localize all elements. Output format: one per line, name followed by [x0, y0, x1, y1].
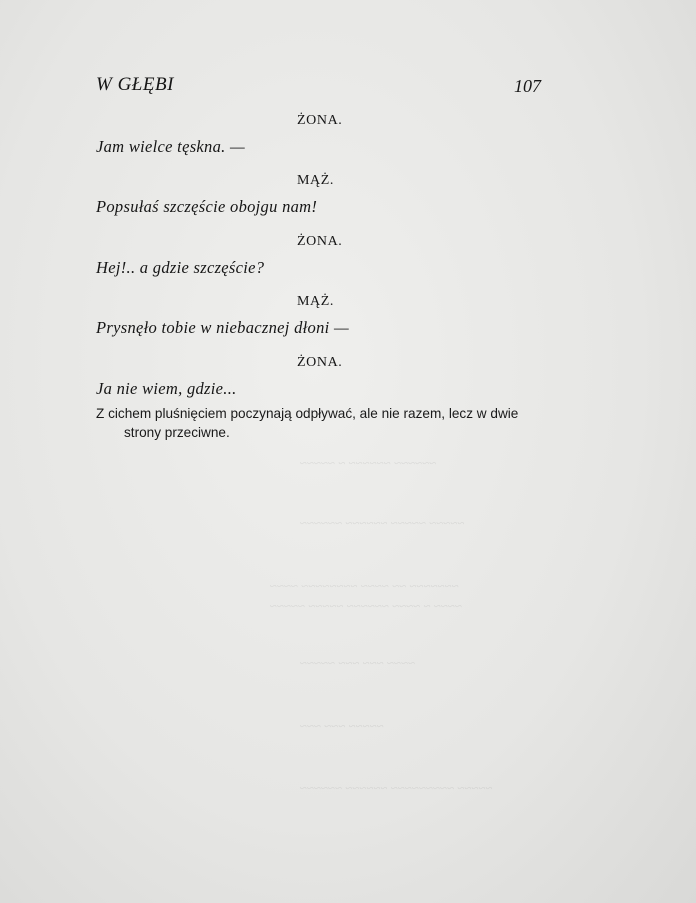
bleed-through-text: ~~~~ ~ ~~~~ ~~~~~~ ~~~~~ ~~~~~ — [270, 598, 463, 613]
speaker-label: ŻONA. — [297, 234, 343, 249]
speaker-label: ŻONA. — [297, 113, 343, 128]
dialogue-line: Popsułaś szczęście obojgu nam! — [96, 197, 318, 216]
bleed-through-text: ~~~~~ ~~~~~~~~~ ~~~~~~ ~~~~~~ — [300, 780, 493, 795]
bleed-through-text: ~~~~~~~ ~~ ~~~~ ~~~~~~~~ ~~~~ — [270, 578, 459, 593]
speaker-label: MĄŻ. — [297, 173, 335, 188]
speaker-label: ŻONA. — [297, 355, 343, 370]
bleed-through-text: ~~~~~ ~~~ ~~~ — [300, 718, 384, 733]
dialogue-line: Hej!.. a gdzie szczęście? — [96, 258, 265, 277]
bleed-through-text: ~~~~~ ~~~~~ ~~~~~~ ~~~~~~ — [300, 515, 465, 530]
stage-direction — [96, 404, 556, 442]
page-number: 107 — [514, 76, 541, 96]
stage-direction-line: strony przeciwne. — [124, 425, 230, 440]
stage-direction-line: Z cichem pluśnięciem poczynają odpływać, ale nie razem, lecz w dwie — [96, 406, 519, 421]
dialogue-line: Prysnęło tobie w niebacznej dłoni — — [96, 318, 349, 337]
speaker-label: MĄŻ. — [297, 294, 335, 309]
running-title: W GŁĘBI — [96, 74, 174, 95]
bleed-through-text: ~~~~ ~~~ ~~~ ~~~~~ — [300, 655, 416, 670]
bleed-through-text: ~~~~~~ ~~~~~~ ~ ~~~~~ — [300, 455, 437, 470]
dialogue-line: Ja nie wiem, gdzie... — [96, 379, 237, 398]
dialogue-line: Jam wielce tęskna. — — [96, 137, 245, 156]
